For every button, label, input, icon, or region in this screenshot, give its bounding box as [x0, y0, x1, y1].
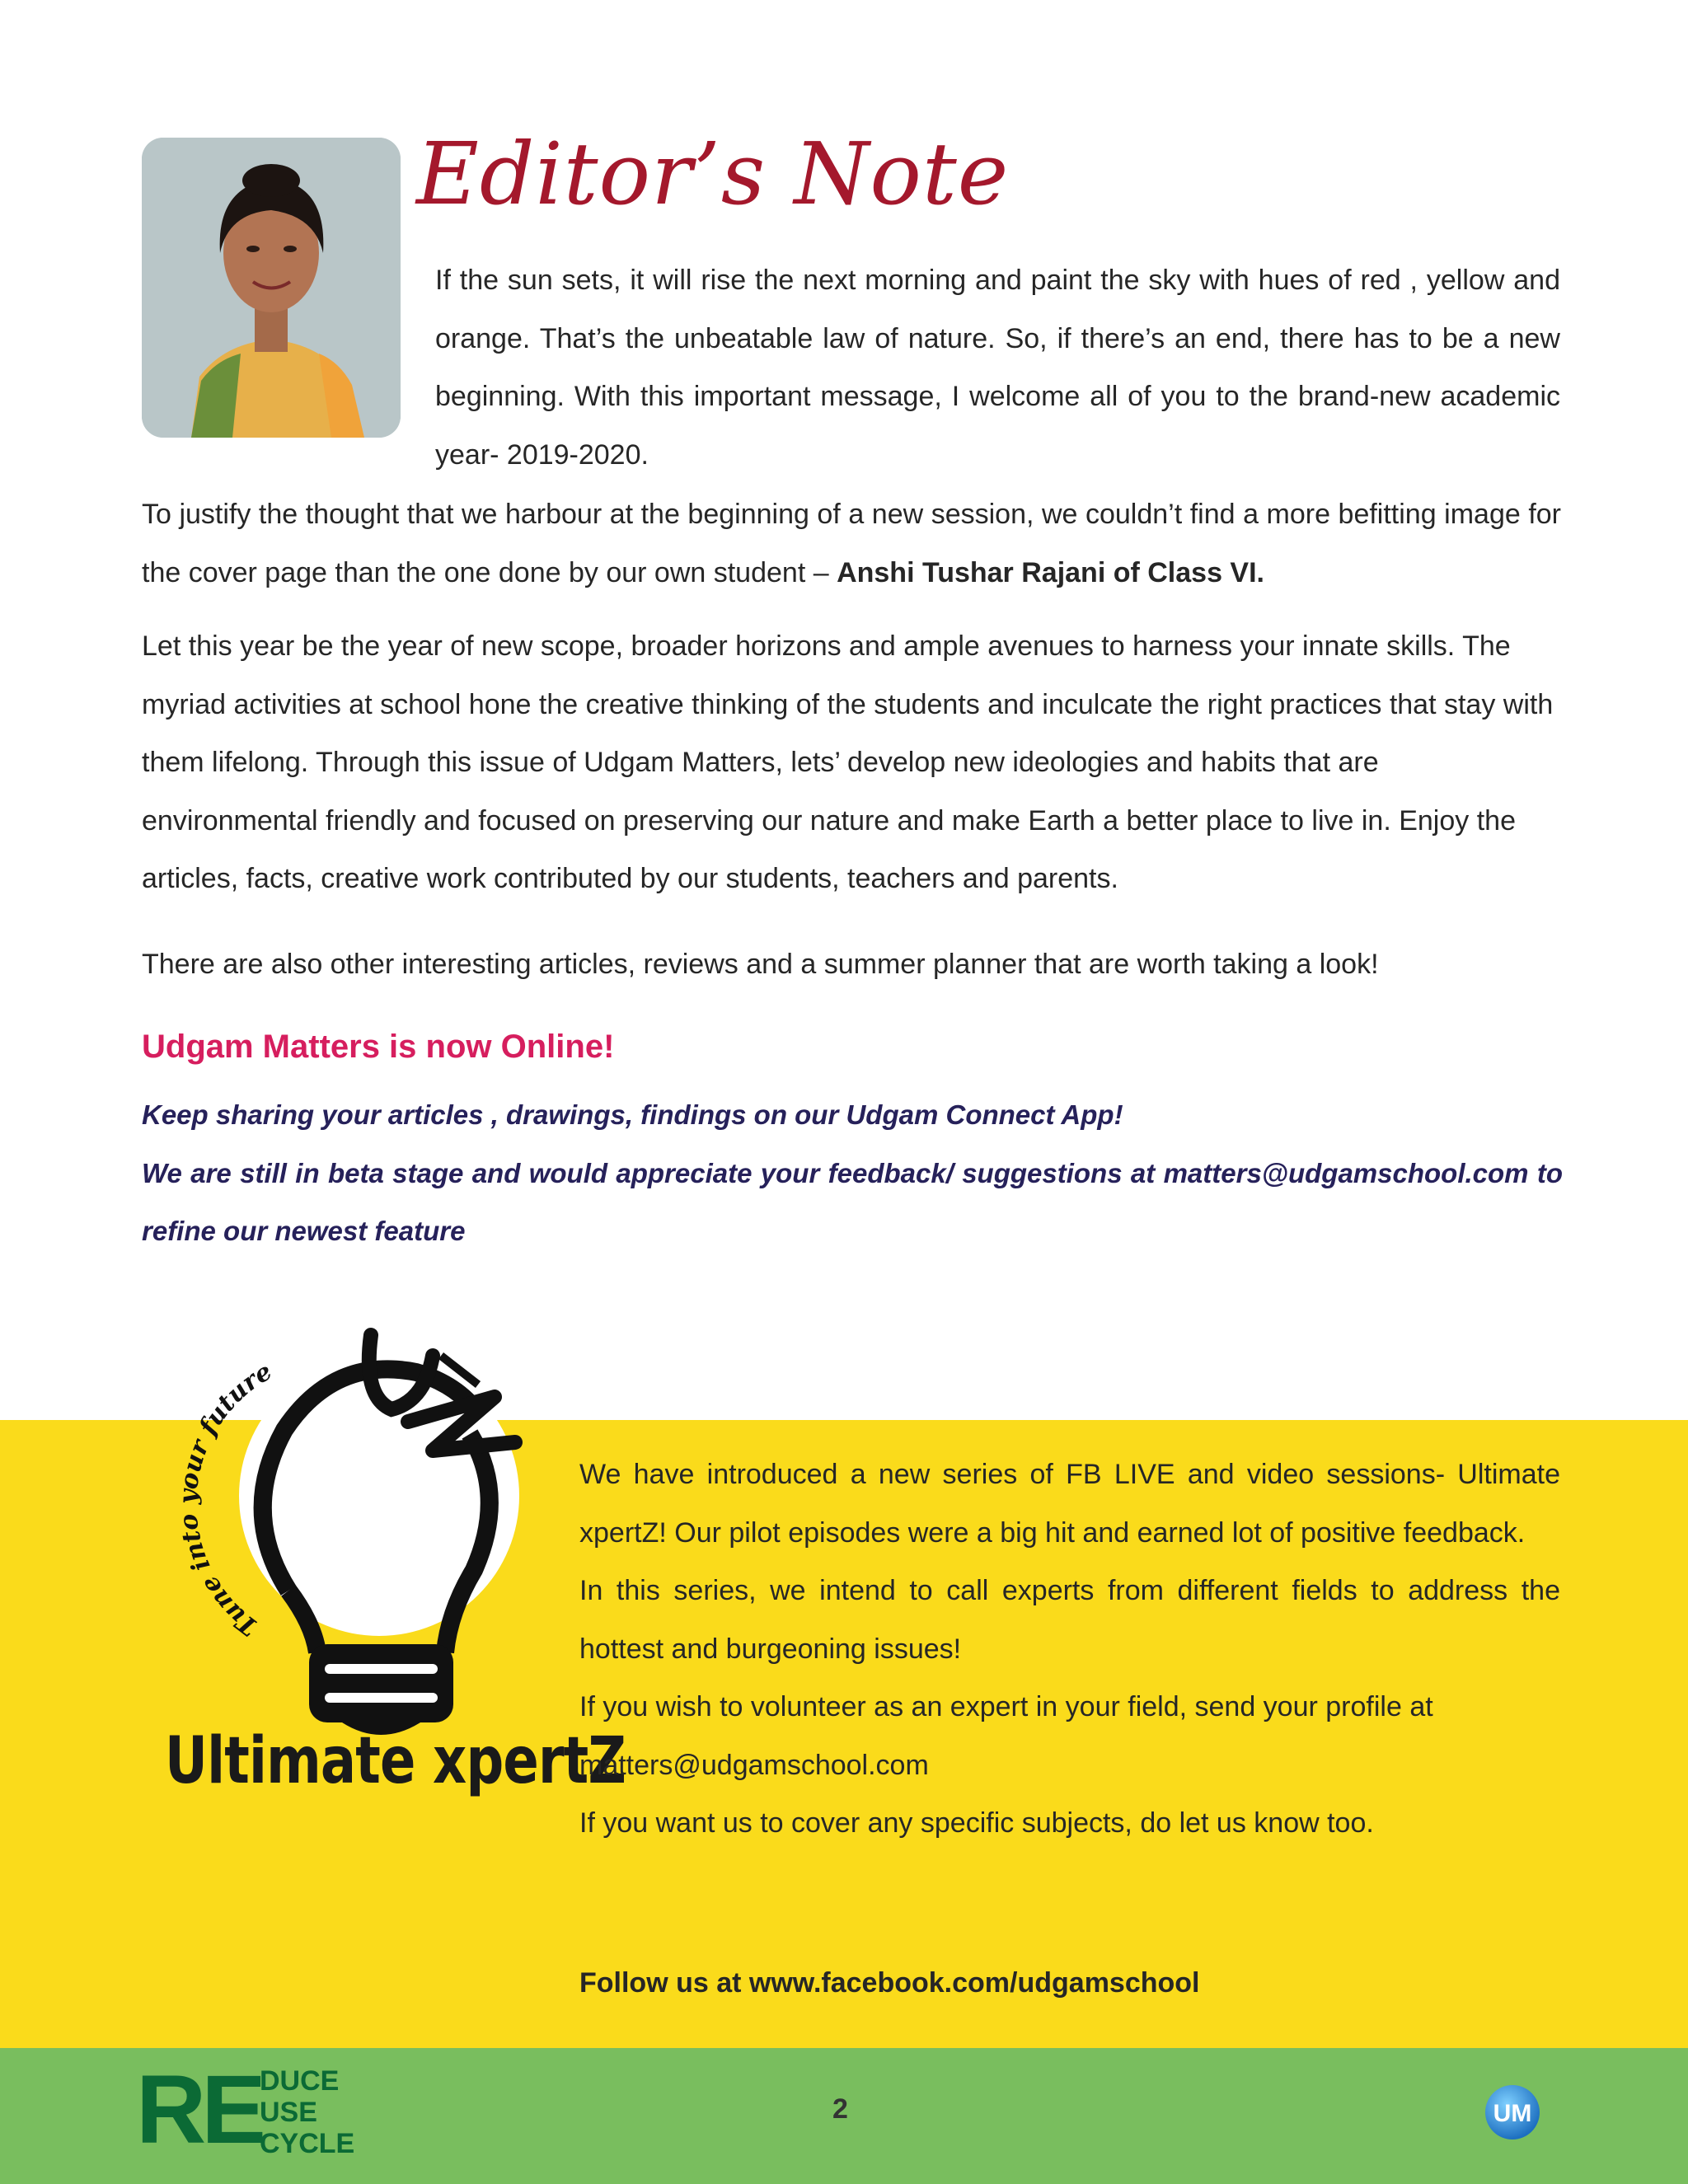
page-number: 2: [832, 2093, 848, 2125]
editor-photo: [142, 138, 401, 438]
re-words: [260, 2065, 354, 2159]
cover-artist-name: Anshi Tushar Rajani of Class VI.: [837, 556, 1264, 588]
logo-tagline-text: Tune into your future: [173, 1357, 278, 1642]
xpertz-description: [579, 1446, 1560, 1853]
editor-portrait-image: [142, 138, 401, 438]
xpertz-email: matters@udgamschool.com: [579, 1749, 929, 1781]
xpertz-subjects: If you want us to cover any specific subjects, do let us know too.: [579, 1807, 1374, 1839]
online-line-2: We are still in beta stage and would appreciate your feedback/ suggestions at matters@udgamschool.com to refine our newest feature: [142, 1157, 1563, 1246]
cover-credit-text: To justify the thought that we harbour at the beginning of a new session, we couldn’t find a more befitting image for the cover page than the one done by our own student –: [142, 499, 1561, 588]
xpertz-volunteer: If you wish to volunteer as an expert in your field, send your profile at: [579, 1691, 1433, 1722]
re-letters: RE: [136, 2055, 261, 2164]
online-line-1: Keep sharing your articles , drawings, findings on our Udgam Connect App!: [142, 1099, 1123, 1130]
editors-note-title: Editor’s Note: [416, 124, 1010, 224]
online-message: [142, 1086, 1563, 1261]
follow-link[interactable]: Follow us at www.facebook.com/udgamschool: [579, 1967, 1200, 1999]
new-year-paragraph: Let this year be the year of new scope, broader horizons and ample avenues to harness your innate skills. The myriad activities at school hone the creative thinking of the students and inculcate the right practices that stay with them lifelong. Through this issue of Udgam Matters, lets’ develop new ideologies and habits that are environmental friendly and focused on preserving our nature and make Earth a better place to live in. Enjoy the articles, facts, creative work contributed by our students, teachers and parents.: [142, 630, 1554, 894]
intro-paragraph: If the sun sets, it will rise the next morning and paint the sky with hues of red , yellow and orange. That’s the unbeatable law of nature. So, if there’s an end, there has to be a new beginning. With this important message, I welcome all of you to the brand-new academic year- 2019-2020.: [435, 265, 1560, 471]
re-word-reuse: USE: [260, 2097, 317, 2128]
online-heading: Udgam Matters is now Online!: [142, 1029, 615, 1065]
um-badge-icon: [1484, 2083, 1541, 2141]
other-articles-paragraph: There are also other interesting articles, reviews and a summer planner that are worth taking a look!: [142, 949, 1379, 980]
cover-credit-paragraph: [142, 485, 1561, 602]
logo-wordmark: Ultimate xpertZ: [165, 1724, 626, 1798]
um-badge-text: UM: [1493, 2100, 1532, 2127]
xpertz-intro: We have introduced a new series of FB LIVE and video sessions- Ultimate xpertZ! Our pilot episodes were a big hit and earned lot of positive feedback.: [579, 1459, 1560, 1549]
xpertz-series: In this series, we intend to call experts from different fields to address the hottest and burgeoning issues!: [579, 1575, 1560, 1665]
re-word-reduce: DUCE: [260, 2065, 340, 2097]
re-word-recycle: CYCLE: [260, 2128, 355, 2159]
